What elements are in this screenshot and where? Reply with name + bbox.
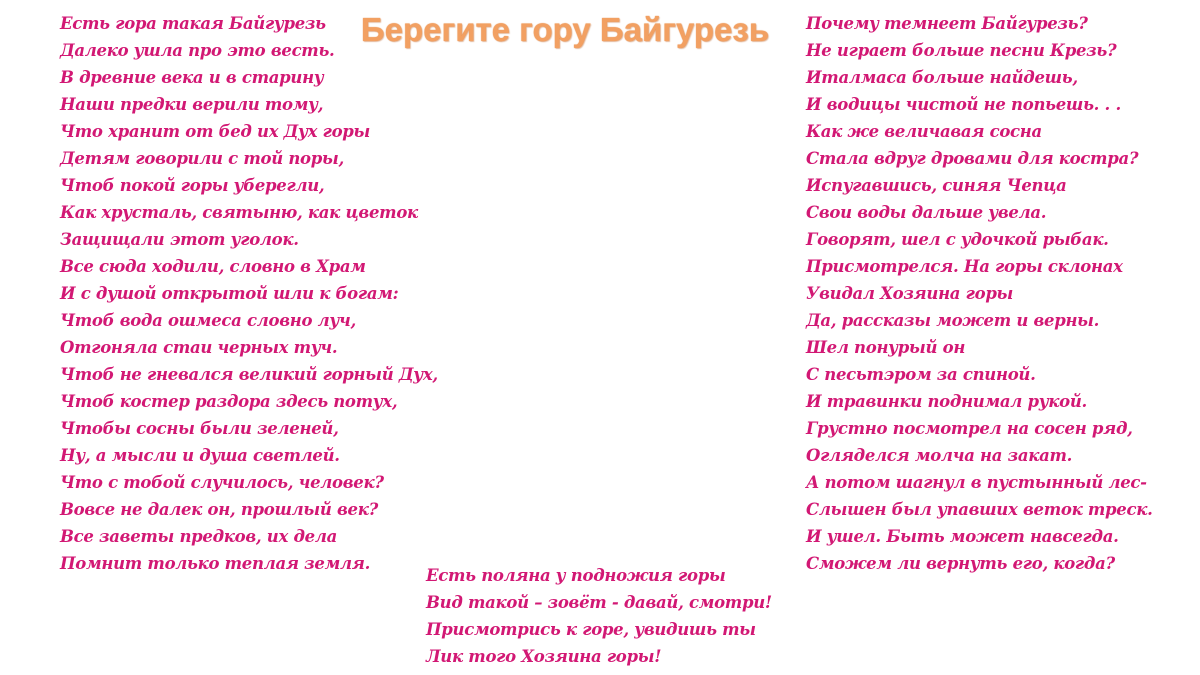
verse-line: Чтоб костер раздора здесь потух, <box>60 392 398 411</box>
verse-line: Стала вдруг дровами для костра? <box>806 149 1139 168</box>
verse-line: Свои воды дальше увела. <box>806 203 1047 222</box>
verse-line: Детям говорили с той поры, <box>60 149 344 168</box>
verse-line: Испугавшись, синяя Чепца <box>806 176 1067 195</box>
verse-line: С песьтэром за спиной. <box>806 365 1036 384</box>
verse-line: Чтобы сосны были зеленей, <box>60 419 339 438</box>
verse-line: Как хрусталь, святыню, как цветок <box>60 203 418 222</box>
verse-line: Да, рассказы может и верны. <box>806 311 1100 330</box>
verse-line: Говорят, шел с удочкой рыбак. <box>806 230 1109 249</box>
verse-line: Лик того Хозяина горы! <box>426 647 662 666</box>
verse-line: Присмотрелся. На горы склонах <box>806 257 1123 276</box>
verse-line: Все заветы предков, их дела <box>60 527 338 546</box>
verse-line: Вовсе не далек он, прошлый век? <box>60 500 378 519</box>
poem-column-right <box>806 10 1153 577</box>
verse-line: Вид такой – зовёт - давай, смотри! <box>426 593 772 612</box>
verse-line: И с душой открытой шли к богам: <box>60 284 399 303</box>
poem-column-left <box>60 10 438 577</box>
verse-line: И водицы чистой не попьешь. . . <box>806 95 1121 114</box>
verse-line: Огляделся молча на закат. <box>806 446 1073 465</box>
verse-line: В древние века и в старину <box>60 68 324 87</box>
verse-line: Все сюда ходили, словно в Храм <box>60 257 366 276</box>
verse-line: А потом шагнул в пустынный лес- <box>806 473 1147 492</box>
verse-line: Грустно посмотрел на сосен ряд, <box>806 419 1133 438</box>
verse-line: И травинки поднимал рукой. <box>806 392 1088 411</box>
page-title: Берегите гору Байгурезь <box>360 11 770 48</box>
verse-line: Чтоб не гневался великий горный Дух, <box>60 365 438 384</box>
verse-line: Ну, а мысли и душа светлей. <box>60 446 340 465</box>
verse-line: Наши предки верили тому, <box>60 95 324 114</box>
verse-line: Чтоб покой горы уберегли, <box>60 176 325 195</box>
verse-line: Есть поляна у подножия горы <box>426 566 726 585</box>
verse-line: Защищали этот уголок. <box>60 230 299 249</box>
verse-line: Отгоняла стаи черных туч. <box>60 338 338 357</box>
verse-line: Не играет больше песни Крезь? <box>806 41 1117 60</box>
verse-line: Почему темнеет Байгурезь? <box>806 14 1088 33</box>
verse-line: Присмотрись к горе, увидишь ты <box>426 620 756 639</box>
verse-line: Что с тобой случилось, человек? <box>60 473 384 492</box>
verse-line: Увидал Хозяина горы <box>806 284 1014 303</box>
verse-line: Шел понурый он <box>806 338 966 357</box>
verse-line: Как же величавая сосна <box>806 122 1042 141</box>
verse-line: Чтоб вода ошмеса словно луч, <box>60 311 356 330</box>
verse-line: Сможем ли вернуть его, когда? <box>806 554 1115 573</box>
verse-line: Далеко ушла про это весть. <box>60 41 335 60</box>
poem-column-center-bottom <box>426 562 772 670</box>
verse-line: Что хранит от бед их Дух горы <box>60 122 371 141</box>
verse-line: Помнит только теплая земля. <box>60 554 371 573</box>
verse-line: Есть гора такая Байгурезь <box>60 14 326 33</box>
verse-line: Слышен был упавших веток треск. <box>806 500 1153 519</box>
verse-line: И ушел. Быть может навсегда. <box>806 527 1119 546</box>
verse-line: Италмаса больше найдешь, <box>806 68 1078 87</box>
